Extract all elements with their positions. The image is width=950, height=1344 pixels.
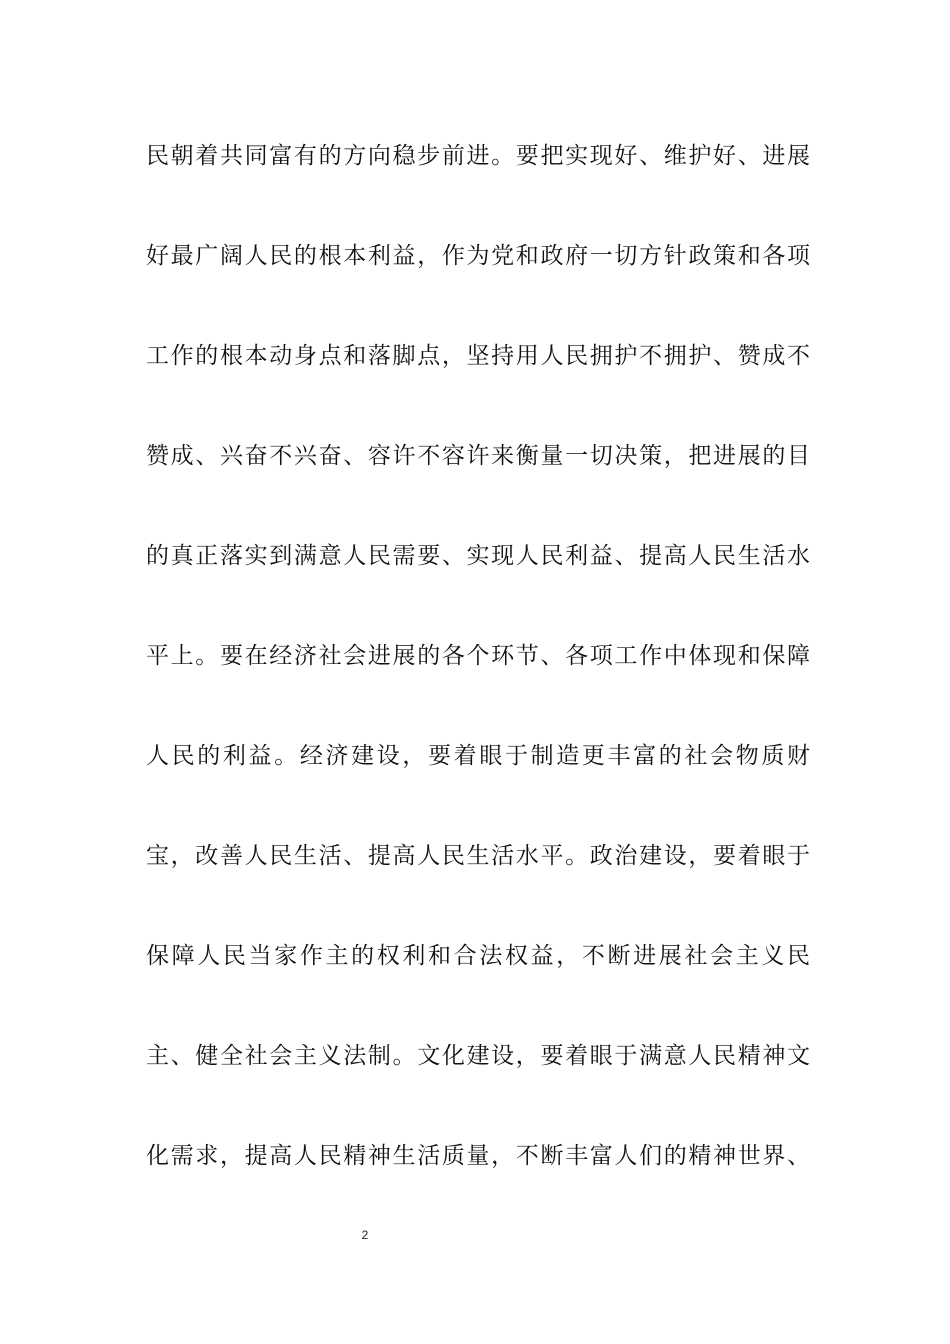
text-line: 人民的利益。经济建设，要着眼于制造更丰富的社会物质财 [146, 743, 810, 769]
text-line: 宝，改善人民生活、提高人民生活水平。政治建设，要着眼于 [146, 843, 810, 869]
text-line: 赞成、兴奋不兴奋、容许不容许来衡量一切决策，把进展的目 [146, 443, 810, 469]
text-line: 平上。要在经济社会进展的各个环节、各项工作中体现和保障 [146, 643, 810, 669]
page-number: 2 [361, 1228, 369, 1242]
text-line: 好最广阔人民的根本利益，作为党和政府一切方针政策和各项 [146, 243, 810, 269]
text-line: 工作的根本动身点和落脚点，坚持用人民拥护不拥护、赞成不 [146, 343, 810, 369]
text-line: 的真正落实到满意人民需要、实现人民利益、提高人民生活水 [146, 543, 810, 569]
text-line: 化需求，提高人民精神生活质量，不断丰富人们的精神世界、 [146, 1143, 810, 1169]
text-line: 保障人民当家作主的权利和合法权益，不断进展社会主义民 [146, 943, 810, 969]
text-line: 主、健全社会主义法制。文化建设，要着眼于满意人民精神文 [146, 1043, 810, 1069]
text-line: 民朝着共同富有的方向稳步前进。要把实现好、维护好、进展 [146, 143, 810, 169]
